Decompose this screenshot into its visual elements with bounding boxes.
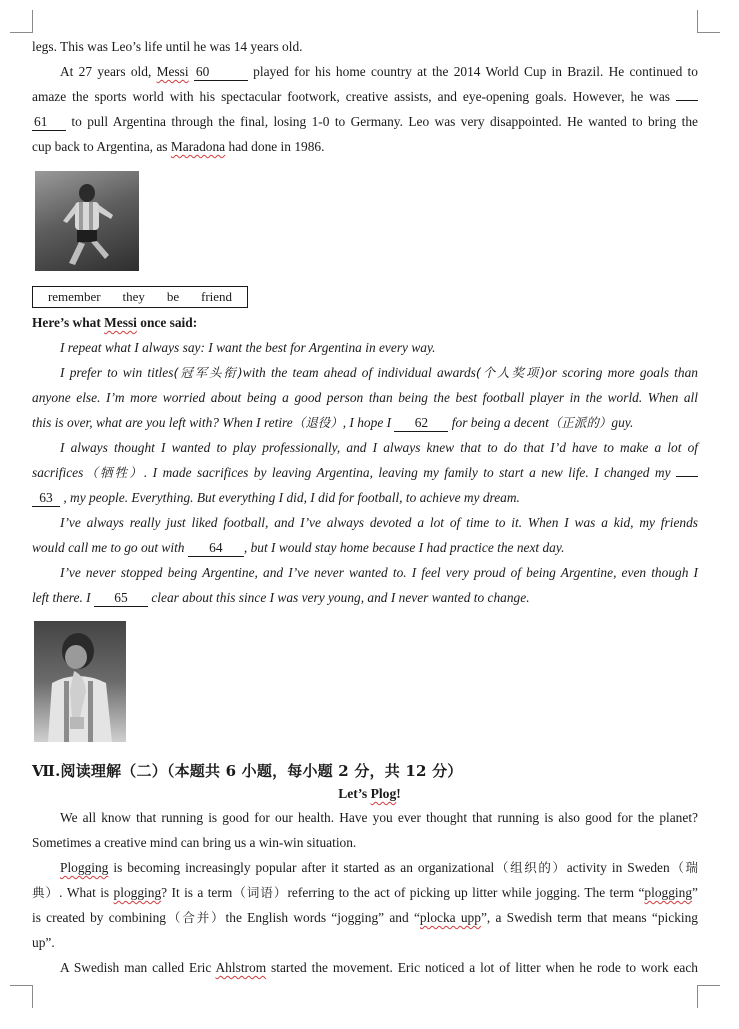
blank-62[interactable]: 62 <box>394 415 448 432</box>
quote-line: would call me to go out with 64 , but I would stay home because I had practice the next day. <box>32 540 565 555</box>
word-bank-item: friend <box>200 289 233 304</box>
messi-trophy-photo <box>34 621 126 742</box>
word-bank-box <box>32 286 248 308</box>
crop-mark-top-left <box>10 10 33 33</box>
blank-63[interactable]: 63 <box>32 490 60 507</box>
quote-line: I always thought I wanted to play professionally, and I always knew that to do that I’d have to make a lot of <box>60 440 698 455</box>
quote-heading: Here’s what Messi once said: <box>32 315 198 330</box>
quote-line: left there. I 65 clear about this since I was very young, and I never wanted to change. <box>32 590 530 605</box>
quote-line: sacrifices（牺牲）. I made sacrifices by leaving Argentina, leaving my family to start a new life. I changed my <box>32 464 698 482</box>
word-bank-item: they <box>122 289 145 304</box>
passage-line: up”. <box>32 935 55 950</box>
blank-63-start <box>676 476 698 477</box>
passage-line: cup back to Argentina, as Maradona had done in 1986. <box>32 139 325 154</box>
passage-line: A Swedish man called Eric Ahlstrom started the movement. Eric noticed a lot of litter when he rode to work each <box>60 960 698 975</box>
passage-line: amaze the sports world with his spectacular footwork, creative assists, and eye-opening goals. However, he was <box>32 88 698 106</box>
blank-64[interactable]: 64 <box>188 540 244 557</box>
passage-line: We all know that running is good for our health. Have you ever thought that running is also good for the planet? <box>60 810 698 825</box>
quote-line: I’ve always really just liked football, and I’ve always devoted a lot of time to it. When I was a kid, my friends <box>60 515 698 530</box>
quote-line: I prefer to win titles(冠军头衔)with the team ahead of individual awards(个人奖项)or scoring more goals than <box>60 365 698 380</box>
quote-line: anyone else. I’m more worried about being a good person than being the best football player in the world. When all <box>32 390 698 405</box>
blank-60[interactable]: 60 <box>194 64 248 81</box>
blank-65[interactable]: 65 <box>94 590 148 607</box>
passage-line: is created by combining（合并）the English words “jogging” and “plocka upp”, a Swedish term that means “picking <box>32 910 699 925</box>
passage-line: 61 to pull Argentina through the final, losing 1-0 to Germany. Leo was very disappointed. He wanted to bring the <box>34 114 698 129</box>
quote-line: I repeat what I always say: I want the best for Argentina in every way. <box>60 340 436 355</box>
crop-mark-bottom-left <box>10 985 33 1008</box>
passage-line: legs. This was Leo’s life until he was 14 years old. <box>32 39 303 54</box>
messi-running-photo <box>35 171 139 271</box>
quote-line: I’ve never stopped being Argentine, and I’ve never wanted to. I feel very proud of being Argentine, even though I <box>60 565 698 580</box>
blank-61[interactable]: 61 <box>32 114 66 131</box>
quote-line: 63 , my people. Everything. But everything I did, I did for football, to achieve my dream. <box>32 489 698 507</box>
passage-line: Sometimes a creative mind can bring us a win-win situation. <box>32 835 357 850</box>
blank-61-start <box>676 100 698 101</box>
passage-line: At 27 years old, Messi 60 played for his home country at the 2014 World Cup in Brazil. He continued to <box>60 64 698 79</box>
section-heading: Ⅶ.阅读理解（二）（本题共 6 小题，每小题 2 分，共 12 分） <box>32 762 463 780</box>
passage-title: Let’s Plog! <box>338 786 401 801</box>
word-bank-item: be <box>166 289 180 304</box>
crop-mark-top-right <box>697 10 720 33</box>
quote-line: this is over, what are you left with? When I retire（退役）, I hope I 62 for being a decent（正派的）guy. <box>32 415 634 430</box>
passage-line: Plogging is becoming increasingly popular after it started as an organizational（组织的）activity in Sweden（瑞 <box>60 860 698 875</box>
crop-mark-bottom-right <box>697 985 720 1008</box>
word-bank-item: remember <box>47 289 101 304</box>
passage-line: 典）. What is plogging? It is a term（词语）referring to the act of picking up litter while jogging. The term “plogging” <box>32 885 698 900</box>
